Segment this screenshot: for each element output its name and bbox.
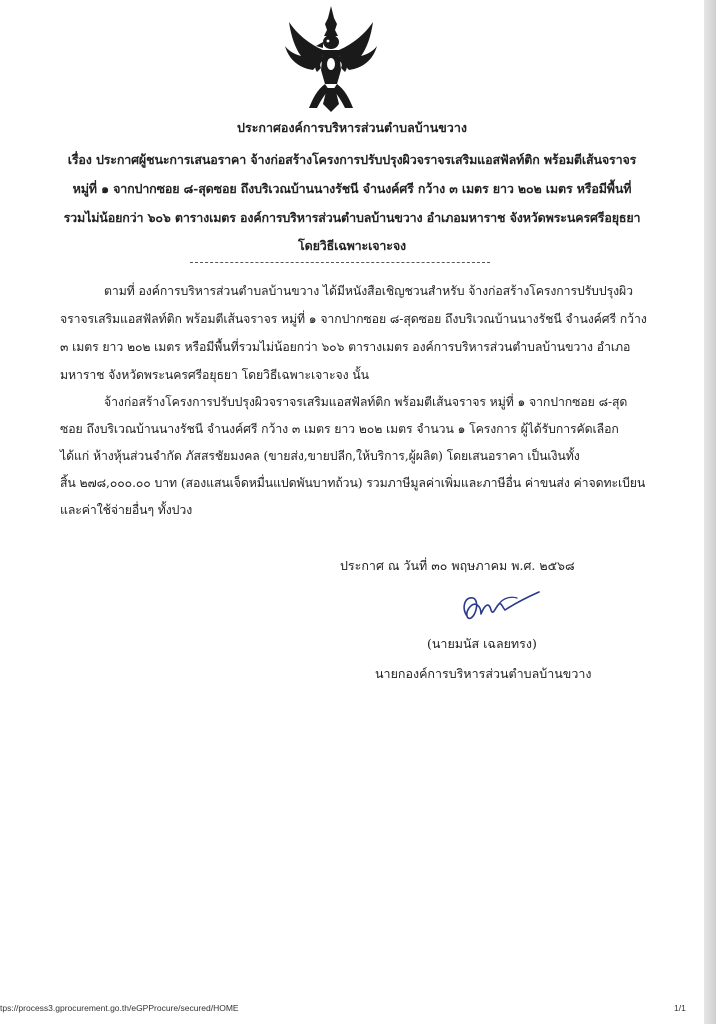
footer-url: tps://process3.gprocurement.go.th/eGPProcure/secured/HOME [0, 1003, 239, 1013]
subject-line-2: หมู่ที่ ๑ จากปากซอย ๘-สุดซอย ถึงบริเวณบ้านนางรัชนี จำนงค์ศรี กว้าง ๓ เมตร ยาว ๒๐๒ เมตร หรือมีพื้นที่ [72, 181, 632, 196]
subject-line-3: รวมไม่น้อยกว่า ๖๐๖ ตารางเมตร องค์การบริหารส่วนตำบลบ้านขวาง อำเภอมหาราช จังหวัดพระนครศรีอยุธยา [63, 210, 641, 225]
organization-announcement-title: ประกาศองค์การบริหารส่วนตำบลบ้านขวาง [237, 120, 467, 135]
footer-page-number: 1/1 [674, 1003, 686, 1013]
body-line: ซอย ถึงบริเวณบ้านนางรัชนี จำนงค์ศรี กว้าง ๓ เมตร ยาว ๒๐๒ เมตร จำนวน ๑ โครงการ ผู้ได้รับการคัดเลือก [60, 422, 619, 436]
body-line: จ้างก่อสร้างโครงการปรับปรุงผิวจราจรเสริมแอสฟัลท์ติก พร้อมตีเส้นจราจร หมู่ที่ ๑ จากปากซอย ๘-สุด [104, 395, 628, 409]
subject-line-1: เรื่อง ประกาศผู้ชนะการเสนอราคา จ้างก่อสร้างโครงการปรับปรุงผิวจราจรเสริมแอสฟัลท์ติก พร้อมตีเส้นจราจร [67, 152, 637, 167]
announcement-date: ประกาศ ณ วันที่ ๓๐ พฤษภาคม พ.ศ. ๒๕๖๘ [340, 558, 575, 573]
body-line: มหาราช จังหวัดพระนครศรีอยุธยา โดยวิธีเฉพาะเจาะจง นั้น [60, 368, 369, 382]
body-line: ได้แก่ ห้างหุ้นส่วนจำกัด ภัสสรชัยมงคล (ขายส่ง,ขายปลีก,ให้บริการ,ผู้ผลิต) โดยเสนอราคา เป็นเงินทั้ง [60, 449, 580, 463]
body-line: จราจรเสริมแอสฟัลท์ติก พร้อมตีเส้นจราจร หมู่ที่ ๑ จากปากซอย ๘-สุดซอย ถึงบริเวณบ้านนางรัชนี จำนงค์ศรี กว้าง [60, 312, 647, 326]
page-edge-shadow [704, 0, 716, 1024]
separator-line [190, 262, 490, 263]
body-line: ๓ เมตร ยาว ๒๐๒ เมตร หรือมีพื้นที่รวมไม่น้อยกว่า ๖๐๖ ตารางเมตร องค์การบริหารส่วนตำบลบ้านขวาง อำเภอ [60, 340, 631, 354]
body-line: สิ้น ๒๗๘,๐๐๐.๐๐ บาท (สองแสนเจ็ดหมื่นแปดพันบาทถ้วน) รวมภาษีมูลค่าเพิ่มและภาษีอื่น ค่าขนส่ง ค่าจดทะเบียน [60, 476, 646, 490]
subject-line-4: โดยวิธีเฉพาะเจาะจง [298, 238, 406, 253]
body-line: และค่าใช้จ่ายอื่นๆ ทั้งปวง [60, 503, 193, 517]
signatory-position: นายกองค์การบริหารส่วนตำบลบ้านขวาง [375, 666, 592, 681]
handwritten-signature [455, 586, 545, 628]
garuda-emblem-icon [283, 4, 379, 114]
signatory-name: (นายมนัส เฉลยทรง) [427, 636, 537, 651]
body-line: ตามที่ องค์การบริหารส่วนตำบลบ้านขวาง ได้มีหนังสือเชิญชวนสำหรับ จ้างก่อสร้างโครงการปรับปรุงผิว [104, 284, 633, 298]
